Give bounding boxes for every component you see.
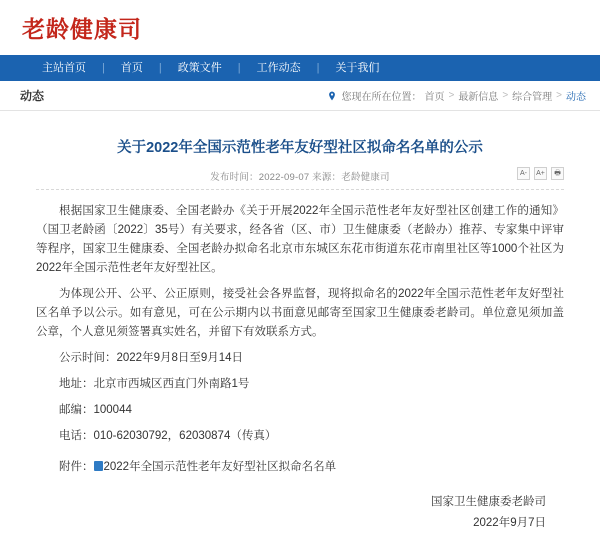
nav-item-policy-documents[interactable]: 政策文件 (177, 62, 222, 74)
breadcrumb-prefix: 您现在所在位置： (341, 92, 422, 103)
breadcrumb-link-home[interactable]: 首页 (424, 92, 445, 103)
location-pin-icon (327, 91, 337, 101)
article-info-line: 邮编：100044 (59, 404, 132, 416)
article-signature (36, 493, 564, 533)
page-section-title: 动态 (20, 89, 45, 103)
article-meta: 发布时间：2022-09-07 来源：老龄健康司 (210, 172, 390, 183)
divider (36, 189, 564, 190)
attachment-icon (94, 461, 103, 471)
attachment-prefix: 附件： (59, 461, 94, 473)
article-info-line: 公示时间：2022年9月8日至9月14日 (59, 352, 244, 364)
breadcrumb-bar (0, 81, 600, 111)
article-meta-row (36, 169, 564, 183)
main-navigation (0, 55, 600, 81)
nav-item-about-us[interactable]: 关于我们 (335, 62, 380, 74)
font-decrease-button[interactable]: A- (517, 167, 530, 180)
article-tools (517, 167, 564, 180)
article-body (36, 202, 564, 477)
article-container (0, 111, 600, 533)
article-paragraph: 根据国家卫生健康委、全国老龄办《关于开展2022年全国示范性老年友好型社区创建工作的通知》（国卫老龄函〔2022〕35号）有关要求，经各省（区、市）卫生健康委（老龄办）推荐、专家集中评审等程序，国家卫生健康委、全国老龄办拟命名北京市东城区东花市街道东花市南里社区等1000个社区为2022年全国示范性老年友好型社区。 (36, 205, 564, 274)
breadcrumb-divider: > (448, 90, 455, 101)
site-header (0, 0, 600, 55)
article-info-line: 地址：北京市西城区西直门外南路1号 (59, 378, 250, 390)
attachment-link[interactable]: 2022年全国示范性老年友好型社区拟命名名单 (103, 461, 337, 473)
article-paragraph: 为体现公开、公平、公正原则，接受社会各界监督，现将拟命名的2022年全国示范性老年友好型社区名单予以公示。如有意见，可在公示期内以书面意见邮寄至国家卫生健康委老龄司。单位意见须加盖公章，个人意见须签署真实姓名，并留下有效联系方式。 (36, 288, 564, 338)
nav-item-home[interactable]: 首页 (120, 62, 143, 74)
breadcrumb-link-management[interactable]: 综合管理 (512, 92, 553, 103)
font-increase-button[interactable]: A+ (534, 167, 547, 180)
breadcrumb (327, 88, 586, 103)
nav-separator: | (316, 62, 320, 74)
nav-separator: | (102, 62, 105, 74)
breadcrumb-current: 动态 (566, 92, 586, 103)
article-info-line: 电话：010-62030792，62030874（传真） (59, 430, 277, 442)
article-title: 关于2022年全国示范性老年友好型社区拟命名名单的公示 (117, 140, 483, 156)
nav-item-work-updates[interactable]: 工作动态 (256, 62, 301, 74)
print-icon[interactable]: 🖶 (551, 167, 564, 180)
signature-org: 国家卫生健康委老龄司 (431, 496, 546, 508)
breadcrumb-divider: > (556, 90, 562, 101)
breadcrumb-link-latest[interactable]: 最新信息 (458, 92, 499, 103)
nav-separator: | (237, 62, 241, 74)
nav-separator: | (158, 62, 162, 74)
signature-date: 2022年9月7日 (473, 517, 546, 529)
attachment-row (36, 458, 564, 477)
nav-item-main-home[interactable]: 主站首页 (42, 62, 86, 74)
breadcrumb-divider: > (502, 90, 509, 101)
site-logo: 老龄健康司 (22, 16, 142, 42)
